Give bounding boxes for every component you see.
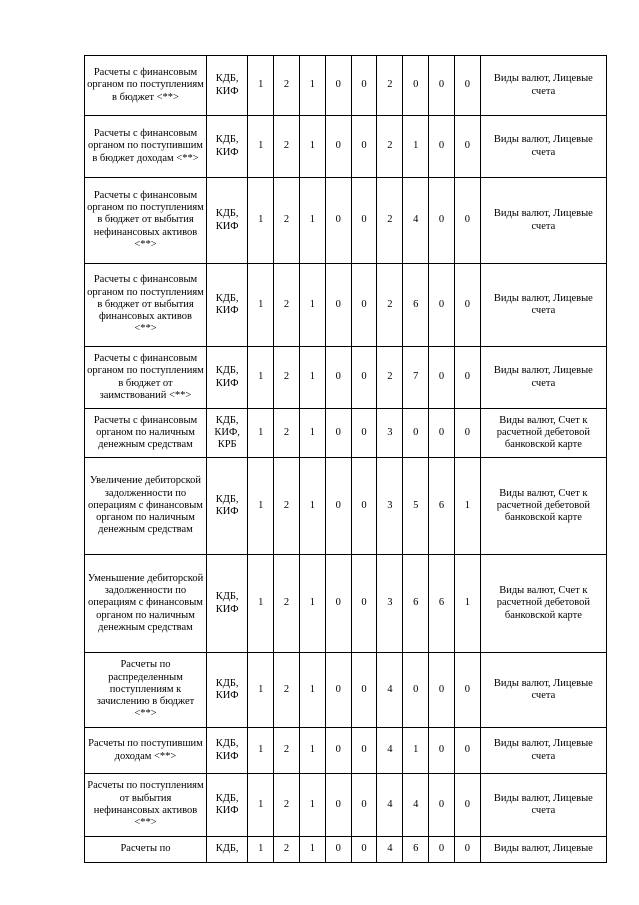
account-digit-cell: 4	[377, 774, 403, 837]
account-digit-cell: 0	[403, 56, 429, 116]
account-digit-cell: 0	[429, 116, 455, 178]
account-digit-cell: 0	[351, 178, 377, 264]
account-digit-cell: 0	[429, 264, 455, 347]
account-digit-cell: 6	[403, 837, 429, 863]
account-digit-cell: 2	[377, 178, 403, 264]
account-digit-cell: 1	[299, 555, 325, 653]
account-digit-cell: 0	[351, 409, 377, 458]
account-digit-cell: 0	[429, 837, 455, 863]
analytic-accounts-cell: Виды валют, Счет к расчетной дебетовой банковской карте	[480, 555, 606, 653]
analytic-accounts-cell: Виды валют, Лицевые счета	[480, 264, 606, 347]
account-digit-cell: 1	[248, 56, 274, 116]
table-row	[85, 178, 607, 264]
account-digit-cell: 1	[299, 178, 325, 264]
account-digit-cell: 1	[248, 555, 274, 653]
account-name-cell: Расчеты по распределенным поступлениям к зачислению в бюджет <**>	[85, 653, 207, 728]
account-name-cell: Расчеты с финансовым органом по поступившим в бюджет доходам <**>	[85, 116, 207, 178]
account-digit-cell: 1	[299, 116, 325, 178]
account-name-cell: Увеличение дебиторской задолженности по операциям с финансовым органом по наличным денежным средствам	[85, 458, 207, 555]
account-digit-cell: 0	[454, 56, 480, 116]
account-digit-cell: 0	[351, 837, 377, 863]
account-digit-cell: 1	[248, 774, 274, 837]
table-row	[85, 264, 607, 347]
account-digit-cell: 0	[325, 458, 351, 555]
account-digit-cell: 2	[274, 728, 300, 774]
account-digit-cell: 2	[274, 458, 300, 555]
account-digit-cell: 1	[248, 178, 274, 264]
classifier-codes-cell: КДБ, КИФ, КРБ	[206, 409, 247, 458]
account-name-cell: Уменьшение дебиторской задолженности по операциям с финансовым органом по наличным денежным средствам	[85, 555, 207, 653]
account-digit-cell: 0	[325, 116, 351, 178]
account-digit-cell: 0	[429, 178, 455, 264]
account-digit-cell: 2	[274, 837, 300, 863]
table-row	[85, 347, 607, 409]
account-name-cell: Расчеты с финансовым органом по поступлениям в бюджет от выбытия нефинансовых активов <**>	[85, 178, 207, 264]
account-digit-cell: 4	[377, 653, 403, 728]
account-digit-cell: 0	[429, 409, 455, 458]
account-digit-cell: 0	[454, 728, 480, 774]
account-digit-cell: 0	[429, 56, 455, 116]
account-digit-cell: 2	[274, 264, 300, 347]
account-digit-cell: 0	[454, 837, 480, 863]
analytic-accounts-cell: Виды валют, Счет к расчетной дебетовой банковской карте	[480, 409, 606, 458]
account-digit-cell: 2	[274, 409, 300, 458]
account-digit-cell: 0	[325, 409, 351, 458]
account-digit-cell: 4	[403, 178, 429, 264]
account-digit-cell: 6	[429, 458, 455, 555]
analytic-accounts-cell: Виды валют, Лицевые счета	[480, 56, 606, 116]
account-digit-cell: 0	[403, 653, 429, 728]
account-digit-cell: 0	[454, 774, 480, 837]
account-digit-cell: 2	[274, 116, 300, 178]
classifier-codes-cell: КДБ, КИФ	[206, 56, 247, 116]
account-digit-cell: 2	[377, 347, 403, 409]
account-digit-cell: 0	[351, 347, 377, 409]
account-digit-cell: 0	[351, 653, 377, 728]
account-digit-cell: 0	[429, 347, 455, 409]
table-row	[85, 56, 607, 116]
account-digit-cell: 1	[248, 409, 274, 458]
classifier-codes-cell: КДБ, КИФ	[206, 116, 247, 178]
table-row	[85, 728, 607, 774]
account-digit-cell: 2	[274, 653, 300, 728]
classifier-codes-cell: КДБ, КИФ	[206, 347, 247, 409]
account-digit-cell: 1	[454, 555, 480, 653]
account-digit-cell: 0	[429, 653, 455, 728]
account-digit-cell: 0	[351, 774, 377, 837]
account-digit-cell: 0	[325, 837, 351, 863]
classifier-codes-cell: КДБ, КИФ	[206, 264, 247, 347]
account-digit-cell: 0	[454, 347, 480, 409]
account-digit-cell: 0	[325, 264, 351, 347]
account-digit-cell: 0	[325, 178, 351, 264]
account-digit-cell: 2	[377, 56, 403, 116]
table-row	[85, 837, 607, 863]
classifier-codes-cell: КДБ, КИФ	[206, 555, 247, 653]
account-digit-cell: 2	[274, 347, 300, 409]
classifier-codes-cell: КДБ, КИФ	[206, 728, 247, 774]
account-digit-cell: 1	[248, 653, 274, 728]
analytic-accounts-cell: Виды валют, Счет к расчетной дебетовой банковской карте	[480, 458, 606, 555]
account-digit-cell: 0	[403, 409, 429, 458]
classifier-codes-cell: КДБ,	[206, 837, 247, 863]
account-digit-cell: 4	[403, 774, 429, 837]
classifier-codes-cell: КДБ, КИФ	[206, 653, 247, 728]
account-digit-cell: 5	[403, 458, 429, 555]
analytic-accounts-cell: Виды валют, Лицевые счета	[480, 347, 606, 409]
account-name-cell: Расчеты с финансовым органом по наличным денежным средствам	[85, 409, 207, 458]
account-digit-cell: 1	[299, 774, 325, 837]
analytic-accounts-cell: Виды валют, Лицевые счета	[480, 728, 606, 774]
account-digit-cell: 0	[325, 653, 351, 728]
table-row	[85, 555, 607, 653]
account-digit-cell: 0	[454, 264, 480, 347]
table-row	[85, 653, 607, 728]
account-digit-cell: 6	[429, 555, 455, 653]
account-digit-cell: 3	[377, 458, 403, 555]
account-name-cell: Расчеты по поступлениям от выбытия нефинансовых активов <**>	[85, 774, 207, 837]
account-digit-cell: 0	[351, 264, 377, 347]
account-name-cell: Расчеты по	[85, 837, 207, 863]
account-name-cell: Расчеты с финансовым органом по поступлениям в бюджет <**>	[85, 56, 207, 116]
account-digit-cell: 0	[325, 728, 351, 774]
table-row	[85, 409, 607, 458]
account-digit-cell: 1	[299, 409, 325, 458]
account-digit-cell: 1	[299, 837, 325, 863]
account-digit-cell: 0	[351, 116, 377, 178]
classifier-codes-cell: КДБ, КИФ	[206, 178, 247, 264]
analytic-accounts-cell: Виды валют, Лицевые счета	[480, 653, 606, 728]
classifier-codes-cell: КДБ, КИФ	[206, 774, 247, 837]
table-row	[85, 116, 607, 178]
account-digit-cell: 0	[325, 555, 351, 653]
classifier-codes-cell: КДБ, КИФ	[206, 458, 247, 555]
account-digit-cell: 1	[454, 458, 480, 555]
account-digit-cell: 0	[454, 409, 480, 458]
account-digit-cell: 0	[351, 728, 377, 774]
account-digit-cell: 3	[377, 409, 403, 458]
account-name-cell: Расчеты с финансовым органом по поступлениям в бюджет от заимствований <**>	[85, 347, 207, 409]
account-digit-cell: 1	[299, 264, 325, 347]
account-name-cell: Расчеты с финансовым органом по поступлениям в бюджет от выбытия финансовых активов <**>	[85, 264, 207, 347]
account-digit-cell: 0	[325, 774, 351, 837]
account-digit-cell: 6	[403, 264, 429, 347]
account-digit-cell: 1	[299, 458, 325, 555]
account-digit-cell: 1	[248, 347, 274, 409]
account-digit-cell: 0	[351, 56, 377, 116]
account-name-cell: Расчеты по поступившим доходам <**>	[85, 728, 207, 774]
account-digit-cell: 0	[454, 653, 480, 728]
analytic-accounts-cell: Виды валют, Лицевые счета	[480, 774, 606, 837]
account-digit-cell: 1	[248, 116, 274, 178]
account-digit-cell: 1	[403, 116, 429, 178]
account-digit-cell: 6	[403, 555, 429, 653]
analytic-accounts-cell: Виды валют, Лицевые	[480, 837, 606, 863]
account-digit-cell: 1	[248, 458, 274, 555]
account-digit-cell: 1	[299, 728, 325, 774]
account-digit-cell: 3	[377, 555, 403, 653]
account-digit-cell: 1	[299, 653, 325, 728]
analytic-accounts-cell: Виды валют, Лицевые счета	[480, 116, 606, 178]
account-digit-cell: 4	[377, 728, 403, 774]
account-digit-cell: 0	[454, 116, 480, 178]
account-digit-cell: 1	[299, 347, 325, 409]
account-digit-cell: 1	[403, 728, 429, 774]
table-row	[85, 774, 607, 837]
account-digit-cell: 2	[274, 56, 300, 116]
account-digit-cell: 1	[248, 264, 274, 347]
account-digit-cell: 1	[248, 837, 274, 863]
account-digit-cell: 1	[248, 728, 274, 774]
table-body	[85, 56, 607, 863]
account-digit-cell: 2	[377, 264, 403, 347]
account-digit-cell: 0	[325, 56, 351, 116]
table-row	[85, 458, 607, 555]
account-digit-cell: 0	[351, 458, 377, 555]
account-digit-cell: 2	[274, 555, 300, 653]
account-digit-cell: 0	[454, 178, 480, 264]
account-digit-cell: 0	[429, 774, 455, 837]
account-digit-cell: 2	[377, 116, 403, 178]
account-digit-cell: 0	[429, 728, 455, 774]
account-digit-cell: 4	[377, 837, 403, 863]
account-digit-cell: 2	[274, 774, 300, 837]
account-digit-cell: 7	[403, 347, 429, 409]
account-digit-cell: 1	[299, 56, 325, 116]
account-digit-cell: 0	[325, 347, 351, 409]
accounts-table	[84, 55, 607, 863]
analytic-accounts-cell: Виды валют, Лицевые счета	[480, 178, 606, 264]
account-digit-cell: 2	[274, 178, 300, 264]
account-digit-cell: 0	[351, 555, 377, 653]
